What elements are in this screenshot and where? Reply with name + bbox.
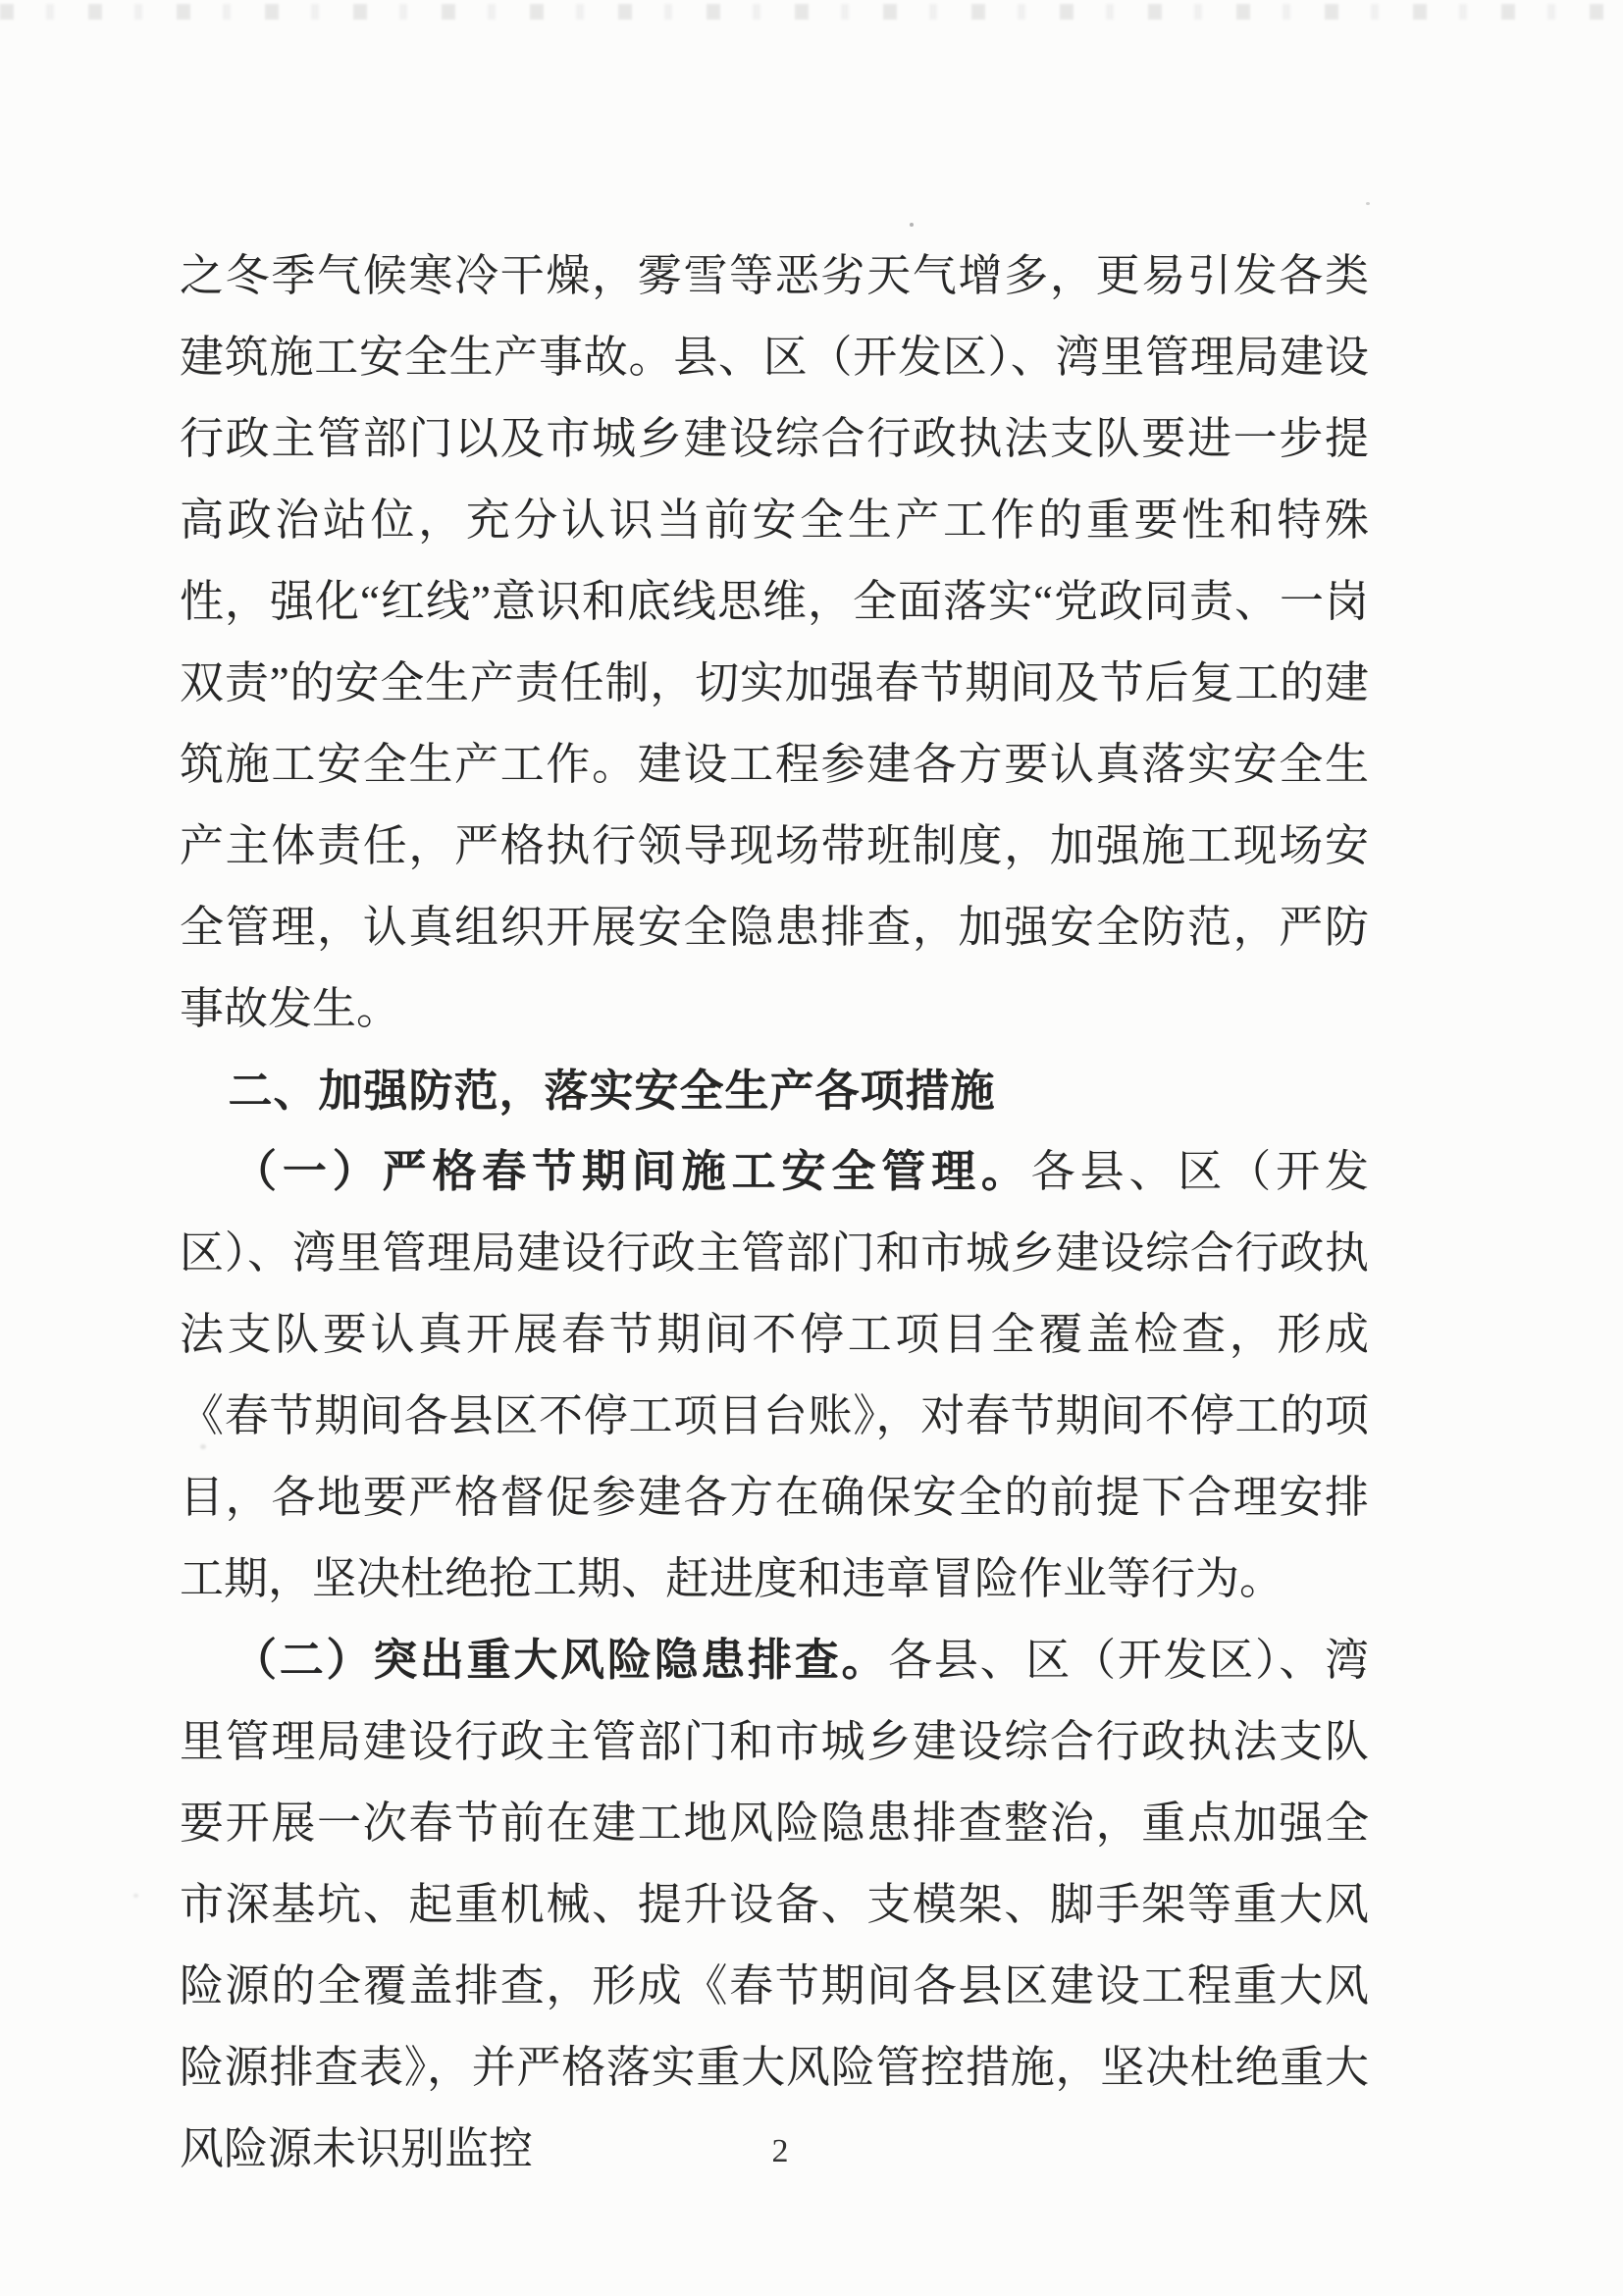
paragraph-item-2 [180,1620,1369,2190]
paragraph-continuation-text: 之冬季气候寒冷干燥，雾雪等恶劣天气增多，更易引发各类建筑施工安全生产事故。县、区（开发区）、湾里管理局建设行政主管部门以及市城乡建设综合行政执法支队要进一步提高政治站位，充分认识当前安全生产工作的重要性和特殊性，强化“红线”意识和底线思维，全面落实“党政同责、一岗双责”的安全生产责任制，切实加强春节期间及节后复工的建筑施工安全生产工作。建设工程参建各方要认真落实安全生产主体责任，严格执行领导现场带班制度，加强施工现场安全管理，认真组织开展安全隐患排查，加强安全防范，严防事故发生。 [180,251,1369,1033]
paragraph-item-1 [180,1131,1369,1620]
document-body [180,235,1369,2190]
paragraph-continuation [180,235,1369,1050]
scan-speck [133,1894,138,1898]
item-2-lead: （二）突出重大风险隐患排查。 [233,1636,889,1685]
scanner-noise-band [0,4,1623,20]
section-heading: 二、加强防范，落实安全生产各项措施 [228,1066,996,1116]
item-1-text: 各县、区（开发区）、湾里管理局建设行政主管部门和市城乡建设综合行政执法支队要认真开展春节期间不停工项目全覆盖检查，形成《春节期间各县区不停工项目台账》，对春节期间不停工的项目，各地要严格督促参建各方在确保安全的前提下合理安排工期，坚决杜绝抢工期、赶进度和违章冒险作业等行为。 [180,1147,1369,1603]
scan-speck [910,223,914,227]
scan-speck [1366,202,1370,205]
item-2-text: 各县、区（开发区）、湾里管理局建设行政主管部门和市城乡建设综合行政执法支队要开展一次春节前在建工地风险隐患排查整治，重点加强全市深基坑、起重机械、提升设备、支模架、脚手架等重大风险源的全覆盖排查，形成《春节期间各县区建设工程重大风险源排查表》，并严格落实重大风险管控措施，坚决杜绝重大风险源未识别监控 [180,1636,1369,2173]
item-1-lead: （一）严格春节期间施工安全管理。 [233,1147,1031,1196]
page-number: 2 [771,2133,789,2169]
